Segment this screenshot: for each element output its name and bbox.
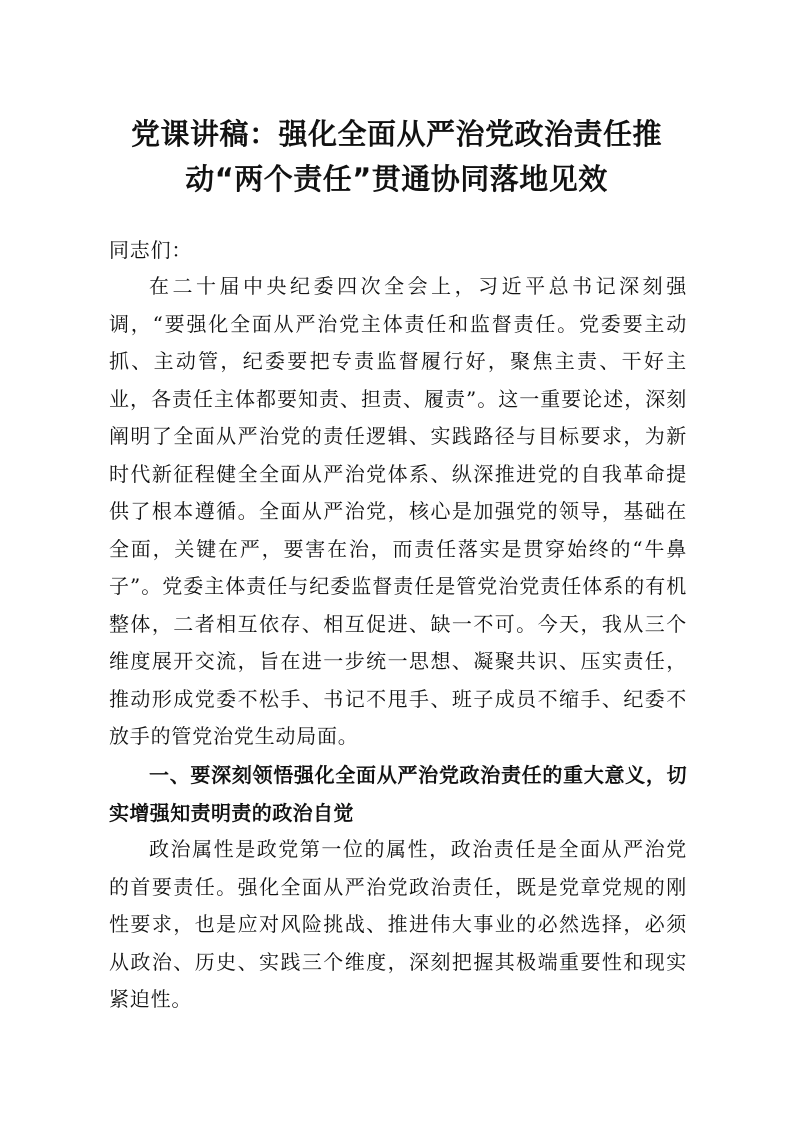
section-paragraph: 政治属性是政党第一位的属性，政治责任是全面从严治党的首要责任。强化全面从严治党政治责任，既是党章党规的刚性要求，也是应对风险挑战、推进伟大事业的必然选择，必须从政治、历史、实践三个维度，深刻把握其极端重要性和现实紧迫性。: [109, 837, 687, 1011]
section-heading: 一、要深刻领悟强化全面从严治党政治责任的重大意义，切实增强知责明责的政治自觉: [109, 763, 687, 825]
intro-paragraph: 在二十届中央纪委四次全会上，习近平总书记深刻强调，“要强化全面从严治党主体责任和监督责任。党委要主动抓、主动管，纪委要把专责监督履行好，聚焦主责、干好主业，各责任主体都要知责、担责、履责”。这一重要论述，深刻阐明了全面从严治党的责任逻辑、实践路径与目标要求，为新时代新征程健全全面从严治党体系、纵深推进党的自我革命提供了根本遵循。全面从严治党，核心是加强党的领导，基础在全面，关键在严，要害在治，而责任落实是贯穿始终的“牛鼻子”。党委主体责任与纪委监督责任是管党治党责任体系的有机整体，二者相互依存、相互促进、缺一不可。今天，我从三个维度展开交流，旨在进一步统一思想、凝聚共识、压实责任，推动形成党委不松手、书记不甩手、班子成员不缩手、纪委不放手的管党治党生动局面。: [109, 274, 687, 748]
salutation: 同志们：: [109, 238, 193, 262]
document-title: 党课讲稿：强化全面从严治党政治责任推动“两个责任”贯通协同落地见效: [130, 117, 662, 196]
